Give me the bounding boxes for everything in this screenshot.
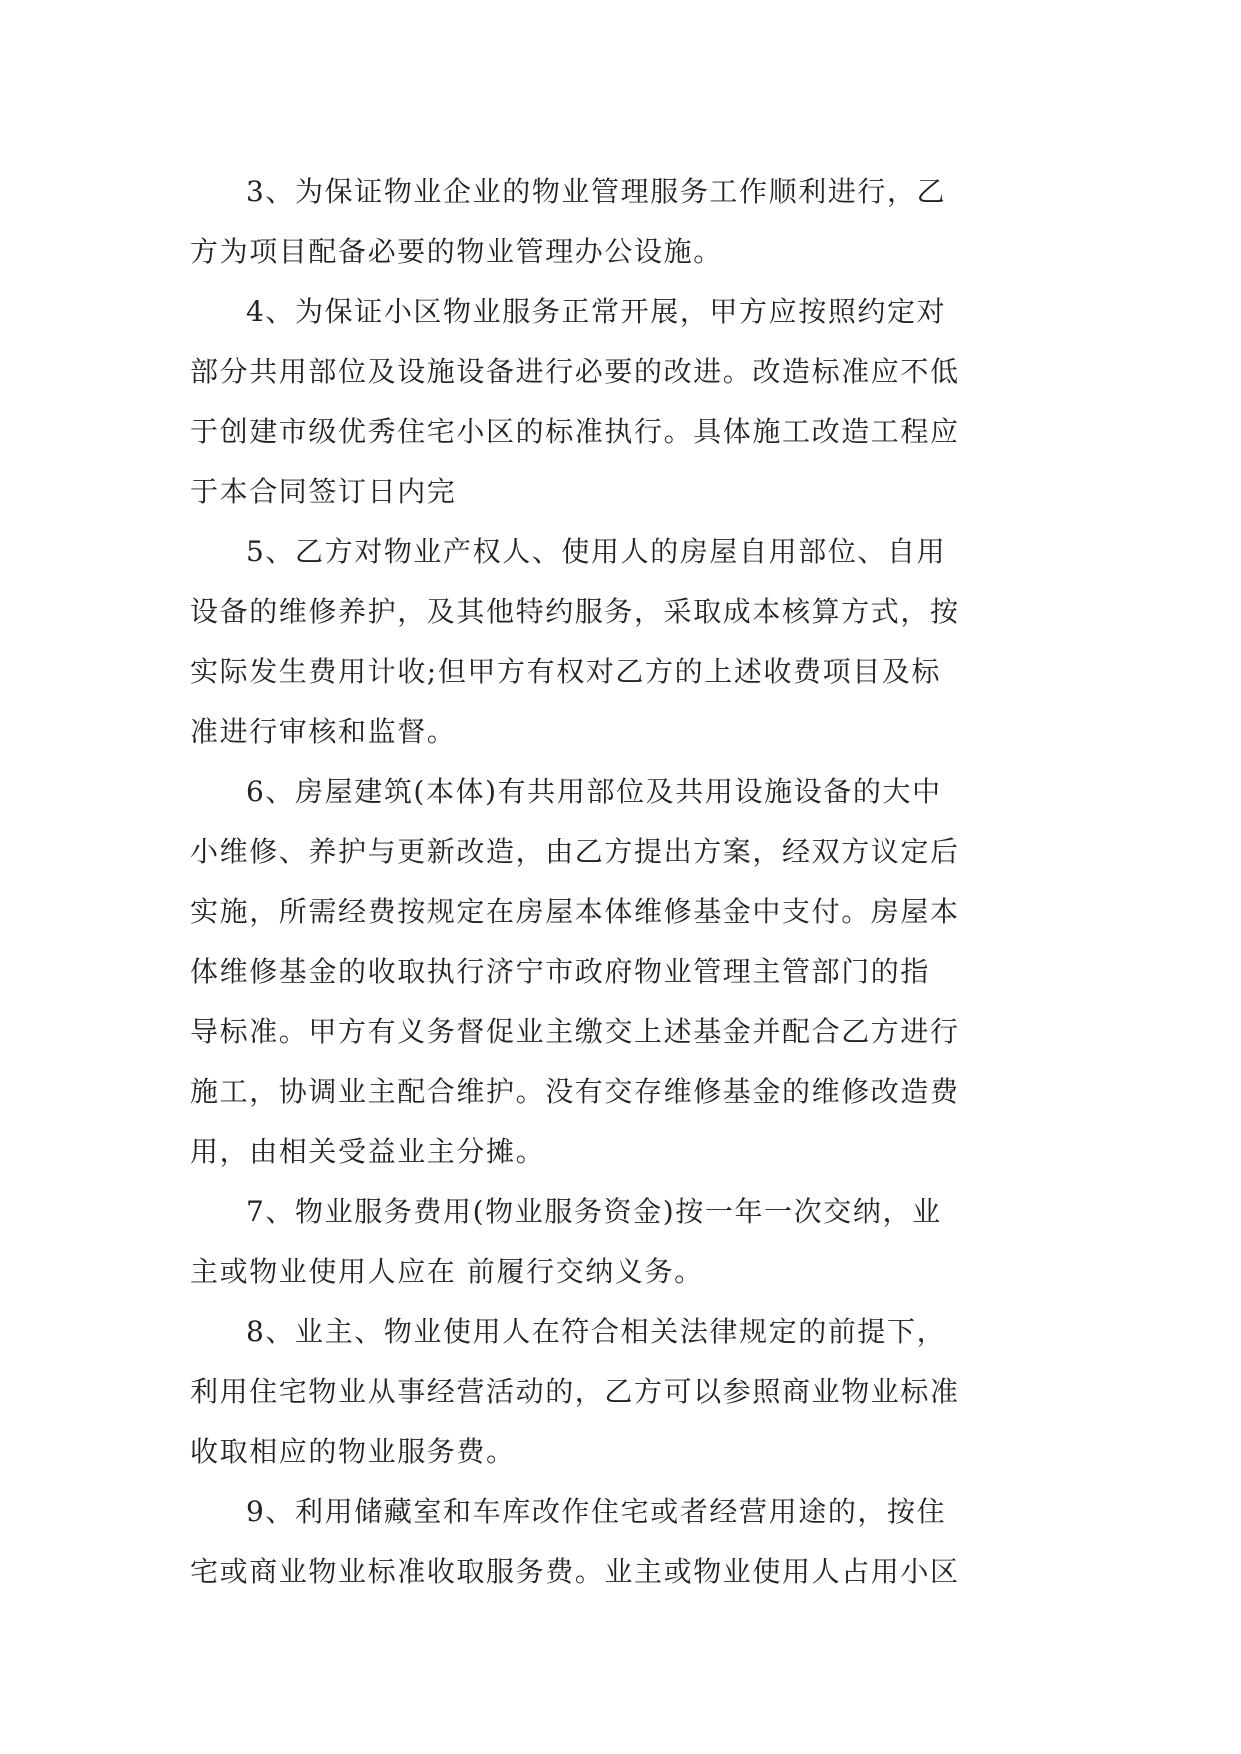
paragraph-3 xyxy=(190,162,1060,282)
paragraph-5 xyxy=(190,522,1060,762)
document-body xyxy=(190,162,1060,1602)
paragraph-line: 导标准。甲方有义务督促业主缴交上述基金并配合乙方进行 xyxy=(190,1015,960,1048)
paragraph-line: 体维修基金的收取执行济宁市政府物业管理主管部门的指 xyxy=(190,955,931,988)
paragraph-line: 小维修、养护与更新改造，由乙方提出方案，经双方议定后 xyxy=(190,835,960,868)
paragraph-8 xyxy=(190,1302,1060,1482)
paragraph-line: 利用住宅物业从事经营活动的，乙方可以参照商业物业标准 xyxy=(190,1375,960,1408)
paragraph-9 xyxy=(190,1482,1060,1602)
paragraph-line: 实际发生费用计收;但甲方有权对乙方的上述收费项目及标 xyxy=(190,655,942,688)
paragraph-line: 8、业主、物业使用人在符合相关法律规定的前提下， xyxy=(246,1315,947,1348)
paragraph-line: 方为项目配备必要的物业管理办公设施。 xyxy=(190,235,723,268)
paragraph-line: 5、乙方对物业产权人、使用人的房屋自用部位、自用 xyxy=(246,535,947,568)
paragraph-line: 宅或商业物业标准收取服务费。业主或物业使用人占用小区 xyxy=(190,1555,960,1588)
paragraph-line: 准进行审核和监督。 xyxy=(190,715,457,748)
paragraph-line: 实施，所需经费按规定在房屋本体维修基金中支付。房屋本 xyxy=(190,895,960,928)
paragraph-4 xyxy=(190,282,1060,522)
paragraph-line: 4、为保证小区物业服务正常开展，甲方应按照约定对 xyxy=(246,295,947,328)
paragraph-line: 部分共用部位及设施设备进行必要的改进。改造标准应不低 xyxy=(190,355,960,388)
paragraph-line: 3、为保证物业企业的物业管理服务工作顺利进行，乙 xyxy=(246,175,947,208)
paragraph-line: 施工，协调业主配合维护。没有交存维修基金的维修改造费 xyxy=(190,1075,960,1108)
paragraph-line: 9、利用储藏室和车库改作住宅或者经营用途的，按住 xyxy=(246,1495,947,1528)
paragraph-line: 收取相应的物业服务费。 xyxy=(190,1435,516,1468)
paragraph-line: 于本合同签订日内完 xyxy=(190,475,457,508)
paragraph-7 xyxy=(190,1182,1060,1302)
paragraph-line: 于创建市级优秀住宅小区的标准执行。具体施工改造工程应 xyxy=(190,415,960,448)
paragraph-line: 用，由相关受益业主分摊。 xyxy=(190,1135,546,1168)
paragraph-line: 设备的维修养护，及其他特约服务，采取成本核算方式，按 xyxy=(190,595,960,628)
paragraph-line: 6、房屋建筑(本体)有共用部位及共用设施设备的大中 xyxy=(246,775,942,808)
paragraph-line: 7、物业服务费用(物业服务资金)按一年一次交纳，业 xyxy=(246,1195,942,1228)
paragraph-line: 主或物业使用人应在 前履行交纳义务。 xyxy=(190,1255,704,1288)
paragraph-6 xyxy=(190,762,1060,1182)
